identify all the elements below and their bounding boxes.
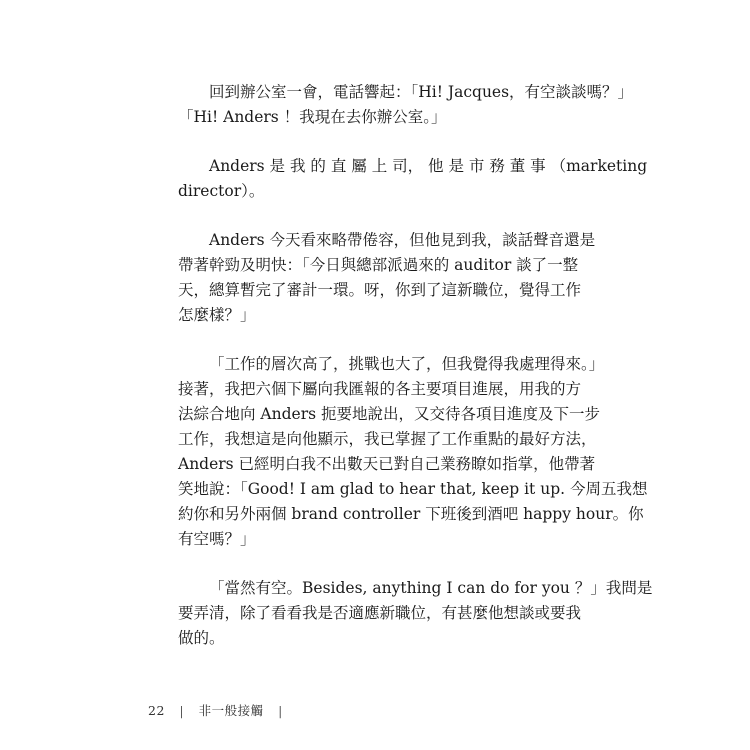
paragraph-1 [178,80,634,130]
text-line: 「工作的層次高了，挑戰也大了，但我覺得我處理得來。」 [209,355,605,373]
text-line: Anders 今天看來略帶倦容，但他見到我，談話聲音還是 [209,231,596,249]
text-line: Anders 已經明白我不出數天已對自己業務瞭如指掌，他帶著 [178,455,596,473]
paragraph-5 [178,576,653,651]
text-line: 約你和另外兩個 brand controller 下班後到酒吧 happy hour。你 [178,505,644,523]
paragraph-3 [178,228,596,328]
footer-separator: | [179,703,185,718]
paragraph-2 [178,154,648,204]
text-line: 「Hi! Anders ！我現在去你辦公室。」 [178,108,447,126]
text-line: 回到辦公室一會，電話響起：「Hi! Jacques，有空談談嗎？」 [209,83,634,101]
text-line: 法綜合地向 Anders 扼要地說出，又交待各項目進度及下一步 [178,405,600,423]
text-line: 工作，我想這是向他顯示，我已掌握了工作重點的最好方法， [178,430,597,448]
text-line: 要弄清，除了看看我是否適應新職位，有甚麼他想談或要我 [178,604,582,622]
chapter-title: 非一般接觸 [198,703,264,718]
page-footer [148,701,293,719]
paragraph-gap [178,130,560,154]
paragraph-gap [178,204,560,228]
text-line: 帶著幹勁及明快：「今日與總部派過來的 auditor 談了一整 [178,256,579,274]
text-line: 怎麼樣？」 [178,306,256,324]
text-line: Anders 是 我 的 直 屬 上 司， 他 是 市 務 董 事 （marketing [209,157,648,175]
text-line: 「當然有空。Besides, anything I can do for you ？」我問是 [209,579,653,597]
page-number: 22 [148,703,165,718]
text-line: 天，總算暫完了審計一環。呀，你到了這新職位，覺得工作 [178,281,582,299]
footer-end-separator: | [278,703,283,718]
text-line: 接著，我把六個下屬向我匯報的各主要項目進展，用我的方 [178,380,582,398]
text-line: 笑地說：「Good! I am glad to hear that, keep it up. 今周五我想 [178,480,648,498]
paragraph-gap [178,552,560,576]
body-text [178,80,653,651]
text-line: 做的。 [178,629,225,647]
text-line: director）。 [178,182,265,200]
text-line: 有空嗎？」 [178,530,256,548]
paragraph-gap [178,328,560,352]
paragraph-4 [178,352,648,552]
